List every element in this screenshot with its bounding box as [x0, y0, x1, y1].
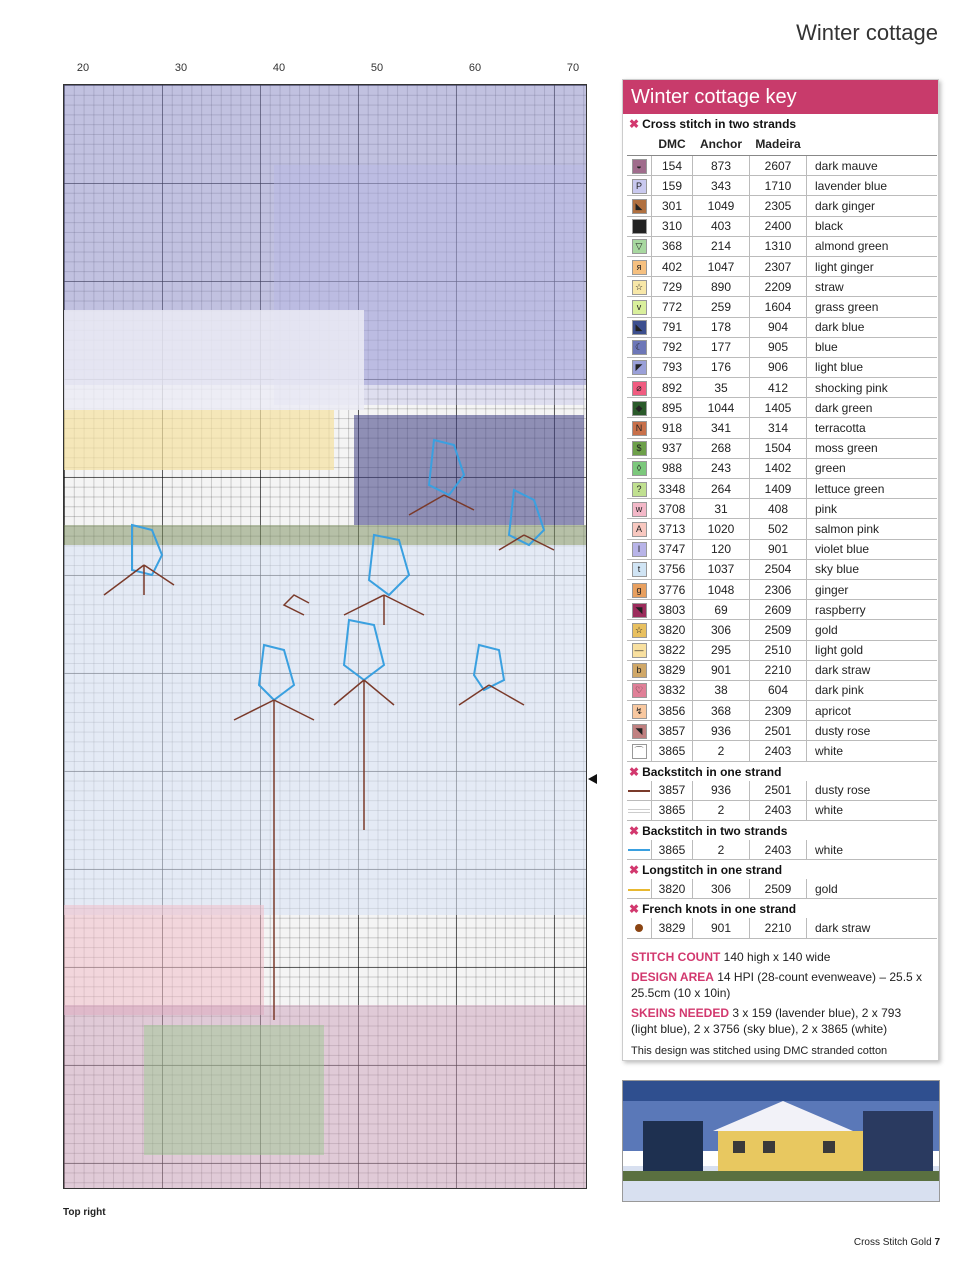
backstitch-one-table: [627, 781, 937, 821]
swatch-cell: [627, 357, 652, 377]
backstitch-lines: [64, 85, 586, 1188]
madeira-code: 2309: [750, 701, 807, 721]
madeira-code: 2307: [750, 256, 807, 276]
swatch-cell: [627, 256, 652, 276]
madeira-code: 905: [750, 337, 807, 357]
swatch-cell: [627, 660, 652, 680]
column-number: 70: [566, 62, 580, 74]
anchor-code: 368: [693, 701, 750, 721]
key-row: [627, 579, 937, 599]
key-row: [627, 840, 937, 860]
madeira-code: 1402: [750, 458, 807, 478]
thread-name: apricot: [807, 701, 938, 721]
stitch-grid: [63, 84, 587, 1189]
thread-name: light gold: [807, 640, 938, 660]
madeira-code: 2400: [750, 216, 807, 236]
thread-name: blue: [807, 337, 938, 357]
thread-name: dusty rose: [807, 721, 938, 741]
longstitch-table: [627, 879, 937, 899]
anchor-code: 1049: [693, 196, 750, 216]
french-knot-swatch: [635, 924, 643, 932]
madeira-code: 2209: [750, 277, 807, 297]
stitch-line-swatch: [628, 849, 650, 851]
thread-name: moss green: [807, 438, 938, 458]
dmc-code: 729: [652, 277, 693, 297]
cottage-photo-illustration: [623, 1081, 939, 1201]
madeira-code: 1310: [750, 236, 807, 256]
key-row: [627, 721, 937, 741]
stitch-line-swatch: [628, 790, 650, 792]
symbol-swatch: A: [632, 522, 647, 537]
dmc-code: 310: [652, 216, 693, 236]
symbol-swatch: b: [632, 663, 647, 678]
swatch-cell: [627, 156, 652, 176]
dmc-code: 3820: [652, 879, 693, 899]
anchor-code: 1047: [693, 256, 750, 276]
dmc-code: 3822: [652, 640, 693, 660]
swatch-cell: [627, 721, 652, 741]
swatch-cell: [627, 701, 652, 721]
madeira-code: 2501: [750, 721, 807, 741]
key-row: [627, 156, 937, 176]
dmc-code: 3708: [652, 499, 693, 519]
swatch-cell: [627, 519, 652, 539]
french-knots-table: [627, 918, 937, 938]
key-row: [627, 337, 937, 357]
anchor-code: 873: [693, 156, 750, 176]
symbol-swatch: v: [632, 300, 647, 315]
thread-name: dark pink: [807, 680, 938, 700]
key-row: [627, 680, 937, 700]
anchor-code: 295: [693, 640, 750, 660]
thread-name: light blue: [807, 357, 938, 377]
swatch-cell: [627, 879, 652, 899]
symbol-swatch: $: [632, 441, 647, 456]
skeins-needed: SKEINS NEEDED 3 x 159 (lavender blue), 2 x 793 (light blue), 2 x 3756 (sky blue), 2 x 3865 (white): [631, 1005, 902, 1036]
symbol-swatch: ⌒: [632, 744, 647, 759]
swatch-cell: [627, 398, 652, 418]
madeira-code: 604: [750, 680, 807, 700]
key-row: [627, 256, 937, 276]
madeira-code: 1405: [750, 398, 807, 418]
symbol-swatch: ◤: [632, 360, 647, 375]
madeira-code: 2509: [750, 879, 807, 899]
swatch-cell: [627, 297, 652, 317]
anchor-code: 243: [693, 458, 750, 478]
swatch-cell: [627, 216, 652, 236]
symbol-swatch: w: [632, 502, 647, 517]
swatch-cell: [627, 579, 652, 599]
thread-name: dark straw: [807, 660, 938, 680]
key-row: [627, 398, 937, 418]
dmc-code: 3865: [652, 840, 693, 860]
dmc-code: 3829: [652, 660, 693, 680]
madeira-code: 314: [750, 418, 807, 438]
key-row: [627, 196, 937, 216]
thread-name: almond green: [807, 236, 938, 256]
madeira-code: 502: [750, 519, 807, 539]
center-marker-arrow: [588, 774, 597, 784]
page-title: Winter cottage: [796, 20, 938, 45]
column-number: 60: [468, 62, 482, 74]
symbol-swatch: I: [632, 542, 647, 557]
dmc-code: 3856: [652, 701, 693, 721]
symbol-swatch: ↯: [632, 704, 647, 719]
swatch-cell: [627, 741, 652, 761]
thread-note: This design was stitched using DMC stranded cotton: [631, 1044, 888, 1057]
madeira-code: 2504: [750, 559, 807, 579]
key-row: [627, 378, 937, 398]
madeira-code: 2305: [750, 196, 807, 216]
dmc-code: 3857: [652, 781, 693, 801]
thread-name: straw: [807, 277, 938, 297]
symbol-swatch: ■: [632, 219, 647, 234]
key-row: [627, 640, 937, 660]
anchor-code: 176: [693, 357, 750, 377]
thread-name: ginger: [807, 579, 938, 599]
dmc-code: 3865: [652, 741, 693, 761]
dmc-code: 3865: [652, 800, 693, 820]
dmc-code: 3747: [652, 539, 693, 559]
thread-name: dark green: [807, 398, 938, 418]
swatch-cell: [627, 600, 652, 620]
stitch-line-swatch: [628, 889, 650, 891]
dmc-code: 772: [652, 297, 693, 317]
key-row: [627, 879, 937, 899]
symbol-swatch: P: [632, 179, 647, 194]
key-row: [627, 620, 937, 640]
anchor-header: Anchor: [693, 133, 750, 156]
dmc-code: 895: [652, 398, 693, 418]
swatch-cell: [627, 680, 652, 700]
anchor-code: 120: [693, 539, 750, 559]
page-footer: Cross Stitch Gold 7: [853, 1237, 940, 1248]
anchor-code: 306: [693, 620, 750, 640]
symbol-swatch: N: [632, 421, 647, 436]
swatch-cell: [627, 176, 652, 196]
madeira-code: 2509: [750, 620, 807, 640]
dmc-code: 3713: [652, 519, 693, 539]
madeira-code: 2501: [750, 781, 807, 801]
thread-name: dark mauve: [807, 156, 938, 176]
swatch-cell: [627, 438, 652, 458]
madeira-code: 2403: [750, 840, 807, 860]
section-heading: ✖ Backstitch in two strands: [629, 824, 788, 838]
key-title: Winter cottage key: [623, 80, 938, 114]
swatch-cell: [627, 840, 652, 860]
swatch-cell: [627, 620, 652, 640]
key-row: [627, 539, 937, 559]
symbol-swatch: ◥: [632, 724, 647, 739]
thread-name: lavender blue: [807, 176, 938, 196]
key-row: [627, 800, 937, 820]
key-row: [627, 418, 937, 438]
dmc-code: 3820: [652, 620, 693, 640]
anchor-code: 2: [693, 741, 750, 761]
dmc-code: 793: [652, 357, 693, 377]
column-number: 50: [370, 62, 384, 74]
dmc-code: 3348: [652, 479, 693, 499]
anchor-code: 306: [693, 879, 750, 899]
thread-name: black: [807, 216, 938, 236]
anchor-code: 178: [693, 317, 750, 337]
column-number: 30: [174, 62, 188, 74]
symbol-swatch: ɡ: [632, 583, 647, 598]
key-row: [627, 176, 937, 196]
thread-name: green: [807, 458, 938, 478]
swatch-cell: [627, 458, 652, 478]
thread-name: white: [807, 840, 938, 860]
design-area: DESIGN AREA 14 HPI (28-count evenweave) – 25.5 x 25.5cm (10 x 10in): [631, 969, 923, 1000]
swatch-cell: [627, 378, 652, 398]
key-row: [627, 519, 937, 539]
symbol-swatch: ◒: [632, 159, 647, 174]
symbol-swatch: я: [632, 260, 647, 275]
madeira-code: 2403: [750, 741, 807, 761]
madeira-code: 1604: [750, 297, 807, 317]
swatch-cell: [627, 918, 652, 938]
madeira-code: 412: [750, 378, 807, 398]
thread-name: shocking pink: [807, 378, 938, 398]
anchor-code: 901: [693, 918, 750, 938]
anchor-code: 69: [693, 600, 750, 620]
symbol-swatch: ♡: [632, 683, 647, 698]
symbol-swatch: ☆: [632, 280, 647, 295]
madeira-code: 901: [750, 539, 807, 559]
cross-icon: ✖: [629, 824, 640, 838]
backstitch-two-table: [627, 840, 937, 860]
anchor-code: 403: [693, 216, 750, 236]
anchor-code: 214: [693, 236, 750, 256]
dmc-code: 937: [652, 438, 693, 458]
symbol-swatch: ◊: [632, 461, 647, 476]
swatch-cell: [627, 539, 652, 559]
key-row: [627, 499, 937, 519]
dmc-code: 3829: [652, 918, 693, 938]
madeira-code: 2609: [750, 600, 807, 620]
dmc-code: 3756: [652, 559, 693, 579]
symbol-swatch: ◆: [632, 401, 647, 416]
key-row: [627, 559, 937, 579]
symbol-swatch: ☾: [632, 340, 647, 355]
swatch-cell: [627, 781, 652, 801]
thread-name: light ginger: [807, 256, 938, 276]
dmc-code: 791: [652, 317, 693, 337]
cross-icon: ✖: [629, 117, 640, 131]
dmc-code: 3832: [652, 680, 693, 700]
dmc-header: DMC: [652, 133, 693, 156]
swatch-cell: [627, 559, 652, 579]
symbol-swatch: —: [632, 643, 647, 658]
thread-name: dark blue: [807, 317, 938, 337]
anchor-code: 901: [693, 660, 750, 680]
dmc-code: 3776: [652, 579, 693, 599]
anchor-code: 1048: [693, 579, 750, 599]
anchor-code: 1037: [693, 559, 750, 579]
swatch-cell: [627, 236, 652, 256]
thread-name: white: [807, 741, 938, 761]
key-row: [627, 479, 937, 499]
thread-name: raspberry: [807, 600, 938, 620]
key-row: [627, 438, 937, 458]
madeira-code: 1504: [750, 438, 807, 458]
dmc-code: 3803: [652, 600, 693, 620]
swatch-cell: [627, 479, 652, 499]
key-row: [627, 660, 937, 680]
madeira-code: 2210: [750, 660, 807, 680]
dmc-code: 154: [652, 156, 693, 176]
madeira-code: 904: [750, 317, 807, 337]
dmc-code: 918: [652, 418, 693, 438]
section-heading: ✖ Backstitch in one strand: [629, 764, 782, 779]
key-row: [627, 458, 937, 478]
column-number: 40: [272, 62, 286, 74]
key-panel: [622, 79, 939, 1061]
swatch-cell: [627, 337, 652, 357]
swatch-cell: [627, 800, 652, 820]
dmc-code: 301: [652, 196, 693, 216]
key-row: [627, 600, 937, 620]
anchor-code: 1044: [693, 398, 750, 418]
anchor-code: 268: [693, 438, 750, 458]
cross-stitch-chart: [63, 62, 588, 1192]
key-row: [627, 781, 937, 801]
thread-name: dusty rose: [807, 781, 938, 801]
section-heading: ✖ Cross stitch in two strands: [629, 117, 797, 131]
madeira-code: 1710: [750, 176, 807, 196]
symbol-swatch: ◣: [632, 320, 647, 335]
chart-caption: Top right: [63, 1207, 106, 1218]
dmc-code: 892: [652, 378, 693, 398]
key-row: [627, 236, 937, 256]
key-row: [627, 277, 937, 297]
swatch-cell: [627, 640, 652, 660]
madeira-code: 2510: [750, 640, 807, 660]
section-heading: ✖ Longstitch in one strand: [629, 863, 783, 878]
section-heading: ✖ French knots in one strand: [629, 902, 797, 917]
madeira-code: 2306: [750, 579, 807, 599]
madeira-code: 906: [750, 357, 807, 377]
anchor-code: 38: [693, 680, 750, 700]
madeira-code: 2403: [750, 800, 807, 820]
thread-name: grass green: [807, 297, 938, 317]
anchor-code: 936: [693, 781, 750, 801]
symbol-swatch: ?: [632, 482, 647, 497]
anchor-code: 259: [693, 297, 750, 317]
thread-name: violet blue: [807, 539, 938, 559]
symbol-swatch: ⌀: [632, 381, 647, 396]
dmc-code: 3857: [652, 721, 693, 741]
dmc-code: 988: [652, 458, 693, 478]
madeira-code: 1409: [750, 479, 807, 499]
thread-name: dark ginger: [807, 196, 938, 216]
anchor-code: 264: [693, 479, 750, 499]
key-row: [627, 357, 937, 377]
swatch-cell: [627, 277, 652, 297]
finished-design-photo: [622, 1080, 940, 1202]
anchor-code: 177: [693, 337, 750, 357]
madeira-code: 408: [750, 499, 807, 519]
key-row: [627, 741, 937, 761]
dmc-code: 792: [652, 337, 693, 357]
key-row: [627, 701, 937, 721]
key-row: [627, 297, 937, 317]
anchor-code: 341: [693, 418, 750, 438]
thread-name: white: [807, 800, 938, 820]
key-row: [627, 317, 937, 337]
cross-icon: ✖: [629, 902, 640, 917]
symbol-swatch: ◣: [632, 199, 647, 214]
anchor-code: 31: [693, 499, 750, 519]
anchor-code: 1020: [693, 519, 750, 539]
anchor-code: 890: [693, 277, 750, 297]
dmc-code: 402: [652, 256, 693, 276]
thread-name: gold: [807, 879, 938, 899]
stitch-line-swatch: [628, 809, 650, 813]
dmc-code: 368: [652, 236, 693, 256]
anchor-code: 2: [693, 800, 750, 820]
anchor-code: 35: [693, 378, 750, 398]
thread-name: sky blue: [807, 559, 938, 579]
madeira-header: Madeira: [750, 133, 807, 156]
dmc-code: 159: [652, 176, 693, 196]
key-row: [627, 216, 937, 236]
swatch-cell: [627, 418, 652, 438]
cross-icon: ✖: [629, 863, 640, 878]
madeira-code: 2210: [750, 918, 807, 938]
thread-name: salmon pink: [807, 519, 938, 539]
madeira-code: 2607: [750, 156, 807, 176]
symbol-swatch: ▽: [632, 239, 647, 254]
swatch-cell: [627, 499, 652, 519]
key-row: [627, 918, 937, 938]
swatch-cell: [627, 196, 652, 216]
cross-stitch-table: [627, 133, 937, 762]
cross-icon: ✖: [629, 764, 640, 779]
column-number: 20: [76, 62, 90, 74]
anchor-code: 2: [693, 840, 750, 860]
symbol-swatch: t: [632, 562, 647, 577]
anchor-code: 343: [693, 176, 750, 196]
thread-name: pink: [807, 499, 938, 519]
thread-name: gold: [807, 620, 938, 640]
stitch-count: STITCH COUNT 140 high x 140 wide: [631, 949, 831, 964]
symbol-swatch: ☆: [632, 623, 647, 638]
symbol-swatch: ◥: [632, 603, 647, 618]
anchor-code: 936: [693, 721, 750, 741]
swatch-cell: [627, 317, 652, 337]
thread-name: lettuce green: [807, 479, 938, 499]
thread-name: terracotta: [807, 418, 938, 438]
thread-name: dark straw: [807, 918, 938, 938]
